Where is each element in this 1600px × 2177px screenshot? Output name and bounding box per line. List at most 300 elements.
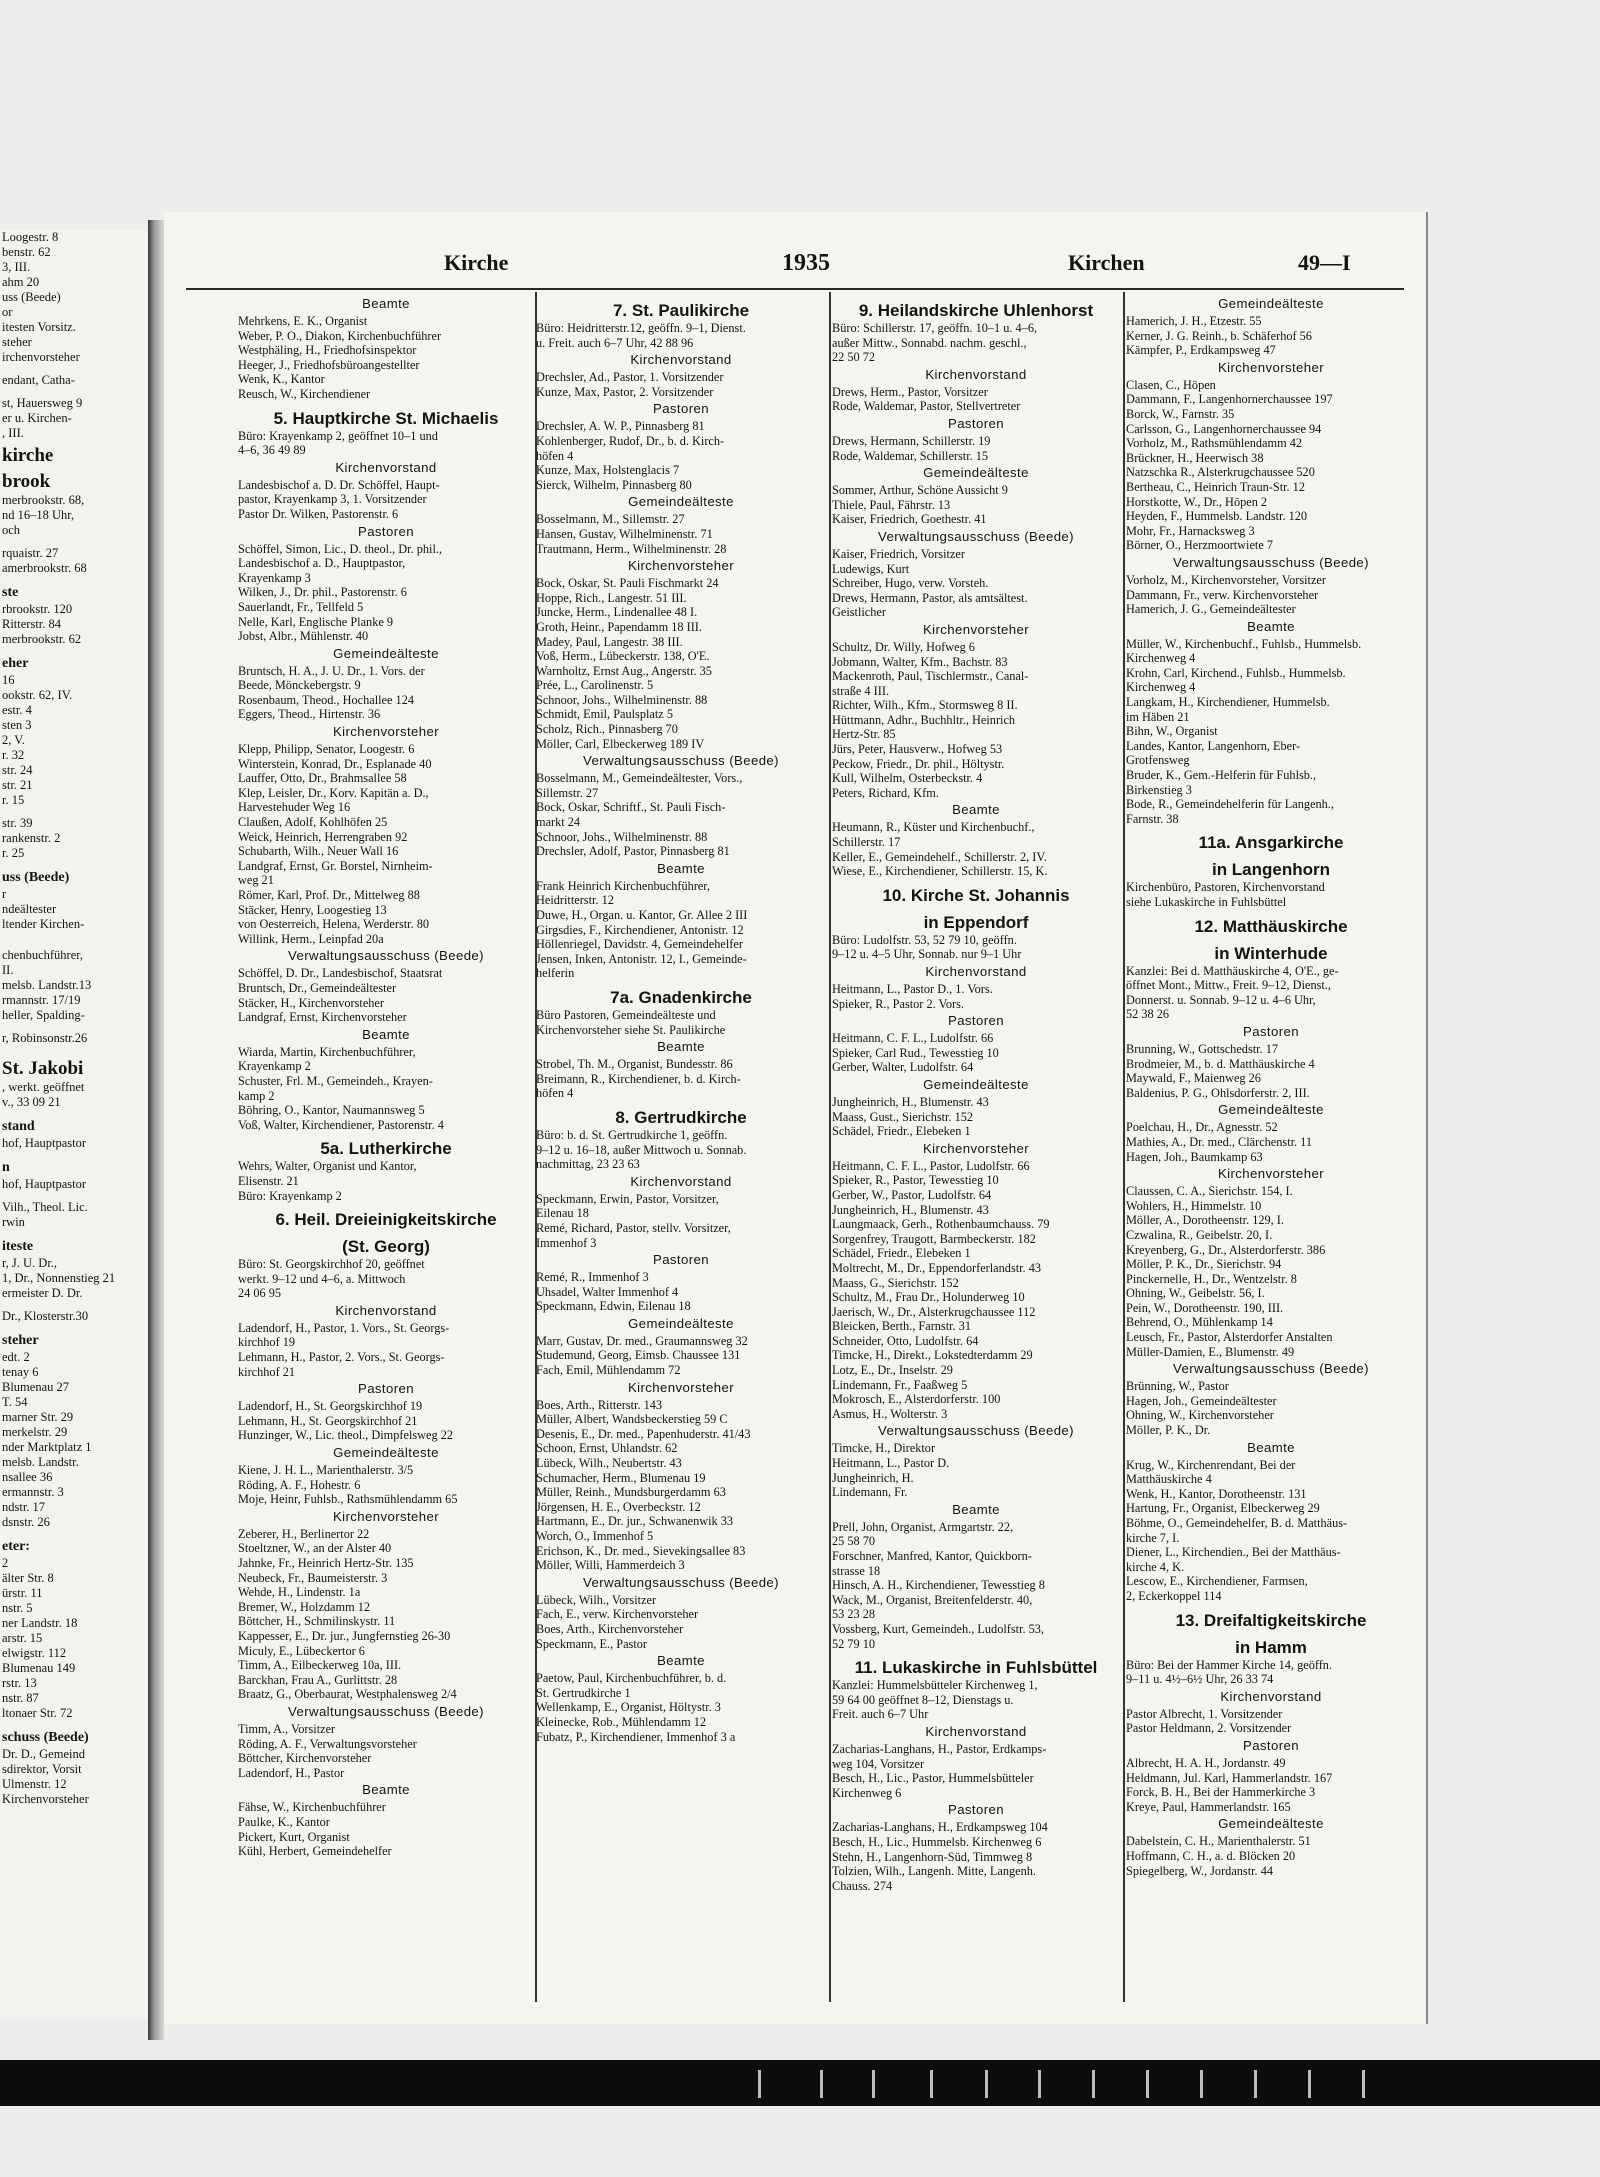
entry-line: kirchhof 21 <box>238 1364 296 1379</box>
entry-line: Schneider, Otto, Ludolfstr. 64 <box>832 1333 979 1348</box>
left-fragment-text <box>0 1721 148 1729</box>
subsection-heading: Pastoren <box>948 1802 1004 1818</box>
subsection-heading: Beamte <box>657 860 705 876</box>
left-fragment-text: endant, Catha- <box>2 373 75 387</box>
entry-line: Langkam, H., Kirchendiener, Hummelsb. <box>1126 695 1330 710</box>
subsection-heading: Beamte <box>952 1501 1000 1517</box>
left-fragment-text: er u. Kirchen- <box>2 411 72 425</box>
film-tick <box>872 2070 875 2098</box>
subsection-heading: Verwaltungsausschuss (Beede) <box>288 948 484 964</box>
entry-line: Speckmann, Edwin, Eilenau 18 <box>536 1299 691 1314</box>
entry-line: Kreye, Paul, Hammerlandstr. 165 <box>1126 1799 1291 1814</box>
left-fragment-text: nstr. 5 <box>2 1601 33 1615</box>
subsection-heading: Pastoren <box>1243 1023 1299 1039</box>
subsection-heading: Gemeindeälteste <box>1218 1102 1324 1118</box>
directory-page <box>164 212 1426 2024</box>
entry-line: Heitmann, L., Pastor D., 1. Vors. <box>832 982 993 996</box>
entry-line: Kämpfer, P., Erdkampsweg 47 <box>1126 343 1276 358</box>
subsection-heading: Gemeindeälteste <box>628 494 734 510</box>
entry-line: Hoppe, Rich., Langestr. 51 III. <box>536 590 687 605</box>
entry-line: Wilken, J., Dr. phil., Pastorenstr. 6 <box>238 585 407 600</box>
entry-line: Lübeck, Wilh., Neubertstr. 43 <box>536 1456 682 1471</box>
entry-line: Lehmann, H., Pastor, 2. Vors., St. Georgs- <box>238 1350 445 1365</box>
section-title: (St. Georg) <box>342 1237 430 1257</box>
entry-line: Schnoor, Johs., Wilhelminenstr. 88 <box>536 692 708 707</box>
entry-line: Winterstein, Konrad, Dr., Esplanade 40 <box>238 756 432 771</box>
entry-line: Fach, E., verw. Kirchenvorsteher <box>536 1607 699 1622</box>
entry-line: Brunning, W., Gottschedstr. 17 <box>1126 1041 1279 1056</box>
entry-line: 2, Eckerkoppel 114 <box>1126 1588 1222 1603</box>
entry-line: Röding, A. F., Verwaltungsvorsteher <box>238 1736 417 1751</box>
entry-line: 22 50 72 <box>832 350 876 365</box>
entry-line: Bremer, W., Holzdamm 12 <box>238 1599 371 1614</box>
entry-line: Bleicken, Berth., Farnstr. 31 <box>832 1319 972 1334</box>
left-fragment-text <box>0 388 148 396</box>
left-fragment-text: Kirchenvorsteher <box>2 1792 89 1806</box>
entry-line: Timcke, H., Direkt., Lokstedterdamm 29 <box>832 1348 1033 1363</box>
section-title: 13. Dreifaltigkeitskirche <box>1175 1610 1367 1630</box>
section-title: 6. Heil. Dreieinigkeitskirche <box>275 1210 497 1230</box>
subsection-heading: Pastoren <box>653 401 709 417</box>
entry-line: Kirchenvorsteher siehe St. Paulikirche <box>536 1022 726 1037</box>
left-fragment-text: amerbrookstr. 68 <box>2 561 87 575</box>
entry-line: Schreiber, Hugo, verw. Vorsteh. <box>832 576 989 591</box>
left-fragment-text: uss (Beede) <box>2 290 61 304</box>
entry-line: 9–11 u. 4½–6½ Uhr, 26 33 74 <box>1126 1672 1274 1687</box>
entry-line: Pickert, Kurt, Organist <box>238 1829 350 1844</box>
header-rule <box>186 288 1404 290</box>
entry-line: Kanzlei: Hummelsbütteler Kirchenweg 1, <box>832 1678 1038 1693</box>
left-fragment-text: ltonaer Str. 72 <box>2 1706 73 1720</box>
left-fragment-text: Ulmenstr. 12 <box>2 1777 67 1791</box>
entry-line: Weber, P. O., Diakon, Kirchenbuchführer <box>238 328 442 343</box>
entry-line: Gerber, Walter, Ludolfstr. 64 <box>832 1060 974 1075</box>
entry-line: Dammann, Fr., verw. Kirchenvorsteher <box>1126 587 1319 602</box>
subsection-heading: Pastoren <box>358 523 414 539</box>
entry-line: St. Gertrudkirche 1 <box>536 1685 631 1700</box>
entry-line: Zeberer, H., Berlinertor 22 <box>238 1526 370 1541</box>
subsection-heading: Verwaltungsausschuss (Beede) <box>583 753 779 769</box>
section-title: 9. Heilandskirche Uhlenhorst <box>858 301 1094 320</box>
entry-line: Timcke, H., Direktor <box>832 1441 936 1456</box>
subsection-heading: Verwaltungsausschuss (Beede) <box>1173 1361 1369 1377</box>
left-fragment-text: irchenvorsteher <box>2 350 80 364</box>
entry-line: Prée, L., Carolinenstr. 5 <box>536 678 654 693</box>
entry-line: Höllenriegel, Davidstr. 4, Gemeindehelfer <box>536 937 743 952</box>
section-title: 12. Matthäuskirche <box>1194 916 1348 936</box>
entry-line: Maywald, F., Maienweg 26 <box>1126 1071 1261 1086</box>
entry-line: Heidritterstr. 12 <box>536 893 614 908</box>
entry-line: Speckmann, E., Pastor <box>536 1636 647 1651</box>
entry-line: Landgraf, Ernst, Gr. Borstel, Nirnheim- <box>238 858 433 873</box>
section-title: 5. Hauptkirche St. Michaelis <box>273 408 499 428</box>
left-fragment-text: ner Landstr. 18 <box>2 1616 78 1630</box>
subsection-heading: Gemeindeälteste <box>628 1315 734 1331</box>
entry-line: Diener, L., Kirchendien., Bei der Matthäus- <box>1126 1545 1341 1560</box>
header-right: Kirchen <box>1068 250 1145 275</box>
entry-line: Fach, Emil, Mühlendamm 72 <box>536 1363 681 1378</box>
subsection-heading: Pastoren <box>948 1013 1004 1029</box>
entry-line: Besch, H., Lic., Pastor, Hummelsbütteler <box>832 1771 1034 1786</box>
entry-line: Kirchenbüro, Pastoren, Kirchenvorstand <box>1126 880 1325 895</box>
entry-line: Albrecht, H. A. H., Jordanstr. 49 <box>1126 1755 1286 1770</box>
entry-line: Fubatz, P., Kirchendiener, Immenhof 3 a <box>536 1729 736 1744</box>
left-fragment-text: Dr., Klosterstr.30 <box>2 1309 89 1323</box>
entry-line: Uhsadel, Walter Immenhof 4 <box>536 1284 679 1299</box>
left-fragment-text <box>0 808 148 816</box>
entry-line: Kirchenweg 4 <box>1126 680 1196 695</box>
entry-line: Schuster, Frl. M., Gemeindeh., Krayen- <box>238 1073 433 1088</box>
entry-line: Forschner, Manfred, Kantor, Quickborn- <box>832 1549 1032 1563</box>
section-title: 11a. Ansgarkirche <box>1198 833 1344 853</box>
entry-line: Marr, Gustav, Dr. med., Graumannsweg 32 <box>536 1333 748 1348</box>
left-fragment-text: nder Marktplatz 1 <box>2 1440 92 1454</box>
entry-line: Landesbischof a. D., Hauptpastor, <box>238 556 406 571</box>
entry-line: Bruntsch, H. A., J. U. Dr., 1. Vors. der <box>238 663 425 678</box>
subsection-heading: Beamte <box>362 1026 410 1042</box>
entry-line: Möller, Carl, Elbeckerweg 189 IV <box>536 736 705 751</box>
entry-line: Krohn, Carl, Kirchend., Fuhlsb., Hummelsb. <box>1126 665 1346 680</box>
entry-line: Speckmann, Erwin, Pastor, Vorsitzer, <box>536 1191 719 1206</box>
entry-line: Czwalina, R., Geibelstr. 20, I. <box>1126 1227 1273 1242</box>
entry-line: Schultz, Dr. Willy, Hofweg 6 <box>832 639 975 654</box>
entry-line: Bock, Oskar, Schriftf., St. Pauli Fisch- <box>536 800 726 815</box>
subsection-heading: Verwaltungsausschuss (Beede) <box>288 1703 484 1719</box>
entry-line: Miculy, E., Lübeckertor 6 <box>238 1643 365 1658</box>
entry-line: Hartung, Fr., Organist, Elbeckerweg 29 <box>1126 1501 1320 1516</box>
entry-line: Schultz, M., Frau Dr., Holunderweg 10 <box>832 1290 1025 1305</box>
entry-line: öffnet Mont., Mittw., Freit. 9–12, Dienst., <box>1126 978 1331 993</box>
running-header <box>164 250 1426 280</box>
left-fragment-text: nd 16–18 Uhr, <box>2 508 75 522</box>
entry-line: Eggers, Theod., Hirtenstr. 36 <box>238 707 381 722</box>
entry-line: Schöffel, D. Dr., Landesbischof, Staatsrat <box>238 966 443 981</box>
subsection-heading: Kirchenvorsteher <box>332 1508 440 1524</box>
entry-line: Kühl, Herbert, Gemeindehelfer <box>238 1844 392 1859</box>
entry-line: Römer, Karl, Prof. Dr., Mittelweg 88 <box>238 888 420 902</box>
entry-line: 52 38 26 <box>1126 1007 1170 1022</box>
entry-line: Heyden, F., Hummelsb. Landstr. 120 <box>1126 509 1308 524</box>
entry-line: Willink, Herm., Leinpfad 20a <box>238 931 384 946</box>
entry-line: kirche 4, K. <box>1126 1559 1185 1574</box>
entry-line: Lindemann, Fr. <box>832 1485 908 1500</box>
left-fragment-text: chenbuchführer, <box>2 948 84 962</box>
film-tick <box>758 2070 761 2098</box>
film-tick <box>1092 2070 1095 2098</box>
left-fragment-text: hof, Hauptpastor <box>2 1136 87 1150</box>
entry-line: Schoon, Ernst, Uhlandstr. 62 <box>536 1441 678 1456</box>
left-fragment-text: marner Str. 29 <box>2 1410 74 1424</box>
left-fragment-text: ltender Kirchen- <box>2 917 85 931</box>
entry-line: Schnoor, Johs., Wilhelminenstr. 88 <box>536 829 708 844</box>
subsection-heading: Kirchenvorsteher <box>1217 359 1325 375</box>
left-fragment-text <box>0 1110 148 1118</box>
entry-line: Böhring, O., Kantor, Naumannsweg 5 <box>238 1103 425 1118</box>
left-fragment-text <box>0 940 148 948</box>
left-fragment-text <box>0 1324 148 1332</box>
left-fragment-text <box>0 538 148 546</box>
entry-line: Girgsdies, F., Kirchendiener, Antonistr. 12 <box>536 922 744 937</box>
entry-line: Kanzlei: Bei d. Matthäuskirche 4, O'E., ge- <box>1126 963 1339 978</box>
entry-line: Breimann, R., Kirchendiener, b. d. Kirch- <box>536 1071 741 1086</box>
subsection-heading: Kirchenvorsteher <box>1217 1166 1325 1182</box>
left-fragment-text <box>0 1192 148 1200</box>
entry-line: Rosenbaum, Theod., Hochallee 124 <box>238 692 414 707</box>
left-fragment-text: melsb. Landstr. <box>2 1455 79 1469</box>
subsection-heading: Kirchenvorstand <box>630 1173 732 1189</box>
page-number: 49—I <box>1298 250 1351 275</box>
entry-line: Eilenau 18 <box>536 1206 589 1221</box>
left-fragment-text: 2 <box>2 1556 9 1570</box>
entry-line: Frank Heinrich Kirchenbuchführer, <box>536 878 710 893</box>
entry-line: Büro: Heidritterstr.12, geöffn. 9–1, Dienst. <box>536 321 746 335</box>
subsection-heading: Verwaltungsausschuss (Beede) <box>878 528 1074 544</box>
entry-line: Stäcker, Henry, Loogestieg 13 <box>238 902 387 917</box>
entry-line: Kappesser, E., Dr. jur., Jungfernstieg 26-30 <box>238 1628 451 1643</box>
entry-line: Röding, A. F., Hohestr. 6 <box>238 1477 361 1492</box>
entry-line: Behrend, O., Mühlenkamp 14 <box>1126 1315 1273 1330</box>
entry-line: Voß, Herm., Lübeckerstr. 138, O'E. <box>536 649 710 664</box>
subsection-heading: Verwaltungsausschuss (Beede) <box>1173 554 1369 570</box>
entry-line: Remé, R., Immenhof 3 <box>536 1270 649 1285</box>
entry-line: Drechsler, A. W. P., Pinnasberg 81 <box>536 419 705 434</box>
left-fragment-text: 1, Dr., Nonnenstieg 21 <box>2 1271 116 1285</box>
entry-line: Westphäling, H., Friedhofsinspektor <box>238 343 417 358</box>
left-fragment-text: n <box>2 1160 10 1175</box>
entry-line: pastor, Krayenkamp 3, 1. Vorsitzender <box>238 492 427 507</box>
left-fragment-text <box>0 1151 148 1159</box>
entry-line: Vorholz, M., Kirchenvorsteher, Vorsitzer <box>1126 572 1326 587</box>
entry-line: Büro: St. Georgskirchhof 20, geöffnet <box>238 1257 425 1272</box>
entry-line: 9–12 u. 4–5 Uhr, Sonnab. nur 9–1 Uhr <box>832 947 1022 962</box>
left-fragment-text: sten 3 <box>2 718 32 732</box>
entry-line: Rode, Waldemar, Schillerstr. 15 <box>832 448 989 463</box>
entry-line: Richter, Wilh., Kfm., Stormsweg 8 II. <box>832 698 1018 713</box>
entry-line: Müller, Reinh., Mundsburgerdamm 63 <box>536 1485 726 1500</box>
entry-line: Bruder, K., Gem.-Helferin für Fuhlsb., <box>1126 768 1317 783</box>
entry-line: Kull, Wilhelm, Osterbeckstr. 4 <box>832 771 983 786</box>
entry-line: Kohlenberger, Rudof, Dr., b. d. Kirch- <box>536 433 725 448</box>
left-fragment-text: r <box>2 887 7 901</box>
entry-line: Peckow, Friedr., Dr. phil., Höltystr. <box>832 756 1005 771</box>
left-fragment-text: ste <box>2 585 19 600</box>
entry-line: Zacharias-Langhans, H., Pastor, Erdkamps- <box>832 1741 1047 1756</box>
entry-line: Büro: Bei der Hammer Kirche 14, geöffn. <box>1126 1657 1333 1672</box>
left-fragment-text: steher <box>2 1333 39 1348</box>
subsection-heading: Kirchenvorstand <box>925 366 1027 382</box>
left-fragment-text: Dr. D., Gemeind <box>2 1747 85 1761</box>
subsection-heading: Beamte <box>362 1782 410 1798</box>
column-rule <box>829 292 831 2002</box>
entry-line: Juncke, Herm., Lindenallee 48 I. <box>536 605 698 620</box>
left-fragment-text: r, Robinsonstr.26 <box>2 1031 88 1045</box>
entry-line: Neubeck, Fr., Baumeisterstr. 3 <box>238 1570 388 1585</box>
left-fragment-text: hof, Hauptpastor <box>2 1177 87 1191</box>
entry-line: Pastor Heldmann, 2. Vorsitzender <box>1126 1721 1292 1736</box>
entry-line: Maass, Gust., Sierichstr. 152 <box>832 1109 974 1124</box>
entry-line: Kirchenweg 6 <box>832 1785 902 1800</box>
entry-line: höfen 4 <box>536 448 574 463</box>
left-fragment-text: iteste <box>2 1239 34 1254</box>
left-fragment-text <box>0 647 148 655</box>
entry-line: Landes, Kantor, Langenhorn, Eber- <box>1126 738 1301 753</box>
entry-line: Poelchau, H., Dr., Agnesstr. 52 <box>1126 1120 1278 1135</box>
subsection-heading: Kirchenvorsteher <box>922 621 1030 637</box>
section-title: 10. Kirche St. Johannis <box>882 885 1070 905</box>
entry-line: Wehrs, Walter, Organist und Kantor, <box>238 1159 417 1174</box>
film-tick <box>1254 2070 1257 2098</box>
left-fragment-text: rmannstr. 17/19 <box>2 993 81 1007</box>
section-title: in Hamm <box>1235 1637 1307 1657</box>
entry-line: außer Mittw., Sonnabd. nachm. geschl., <box>832 335 1027 350</box>
entry-line: 9–12 u. 16–18, außer Mittwoch u. Sonnab. <box>536 1142 747 1157</box>
entry-line: Stäcker, H., Kirchenvorsteher <box>238 995 384 1010</box>
entry-line: Brodmeier, M., b. d. Matthäuskirche 4 <box>1126 1056 1315 1071</box>
entry-line: Boes, Arth., Kirchenvorsteher <box>536 1621 684 1636</box>
entry-line: Laungmaack, Gerh., Rothenbaumchauss. 79 <box>832 1217 1050 1232</box>
entry-line: Mathies, A., Dr. med., Clärchenstr. 11 <box>1126 1134 1313 1149</box>
entry-line: Sillemstr. 27 <box>536 785 599 800</box>
column-4 <box>1126 294 1416 1994</box>
entry-line: Voß, Walter, Kirchendiener, Pastorenstr. 4 <box>238 1117 444 1132</box>
entry-line: 52 79 10 <box>832 1636 876 1651</box>
left-fragment-text: älter Str. 8 <box>2 1571 54 1585</box>
entry-line: Kirchenweg 4 <box>1126 651 1196 666</box>
section-title: 7a. Gnadenkirche <box>610 987 752 1007</box>
entry-line: 59 64 00 geöffnet 8–12, Dienstags u. <box>832 1692 1014 1707</box>
subsection-heading: Kirchenvorsteher <box>627 558 735 574</box>
entry-line: Bruntsch, Dr., Gemeindeältester <box>238 980 397 995</box>
subsection-heading: Verwaltungsausschuss (Beede) <box>878 1423 1074 1439</box>
entry-line: Wehde, H., Lindenstr. 1a <box>238 1585 361 1600</box>
film-tick <box>1146 2070 1149 2098</box>
entry-line: Jürs, Peter, Hausverw., Hofweg 53 <box>832 742 1003 757</box>
entry-line: Natzschka R., Alsterkrugchaussee 520 <box>1126 465 1315 480</box>
entry-line: Timm, A., Vorsitzer <box>238 1721 336 1736</box>
subsection-heading: Beamte <box>1247 1439 1295 1455</box>
entry-line: Jörgensen, H. E., Overbeckstr. 12 <box>536 1499 701 1514</box>
left-fragment-text: steher <box>2 335 32 349</box>
entry-line: Erichson, K., Dr. med., Sievekingsallee 83 <box>536 1543 746 1558</box>
header-left: Kirche <box>444 250 509 275</box>
entry-line: Heeger, J., Friedhofsbüroangestellter <box>238 357 420 372</box>
entry-line: Elisenstr. 21 <box>238 1173 299 1188</box>
subsection-heading: Kirchenvorsteher <box>332 724 440 740</box>
entry-line: Beede, Mönckebergstr. 9 <box>238 678 361 693</box>
entry-line: Pein, W., Dorotheenstr. 190, III. <box>1126 1300 1284 1315</box>
entry-line: höfen 4 <box>536 1086 574 1101</box>
left-fragment-text: merbrookstr. 68, <box>2 493 85 507</box>
entry-line: kirchhof 19 <box>238 1335 296 1350</box>
subsection-heading: Kirchenvorstand <box>335 1302 437 1318</box>
entry-line: Barckhan, Frau A., Gurlittstr. 28 <box>238 1672 398 1687</box>
entry-line: Fähse, W., Kirchenbuchführer <box>238 1800 386 1815</box>
subsection-heading: Gemeindeälteste <box>1218 296 1324 311</box>
entry-line: Heitmann, L., Pastor D. <box>832 1456 950 1471</box>
entry-line: Brückner, H., Heerwisch 38 <box>1126 450 1264 465</box>
entry-line: Freit. auch 6–7 Uhr <box>832 1707 929 1722</box>
entry-line: Krug, W., Kirchenrendant, Bei der <box>1126 1457 1296 1472</box>
entry-line: Dammann, F., Langenhornerchaussee 197 <box>1126 392 1333 407</box>
left-fragment-text: eter: <box>2 1539 30 1554</box>
left-fragment-text: eher <box>2 656 29 671</box>
entry-line: Büro: Ludolfstr. 53, 52 79 10, geöffn. <box>832 932 1017 947</box>
section-title: in Eppendorf <box>923 912 1029 932</box>
left-fragment-text: nstr. 87 <box>2 1691 39 1705</box>
entry-line: Büro Pastoren, Gemeindeälteste und <box>536 1007 716 1022</box>
entry-line: Maass, G., Sierichstr. 152 <box>832 1275 959 1290</box>
entry-line: Vossberg, Kurt, Gemeindeh., Ludolfstr. 53, <box>832 1621 1044 1636</box>
entry-line: Büro: Krayenkamp 2 <box>238 1188 342 1203</box>
left-fragment-text <box>0 1301 148 1309</box>
entry-line: 25 58 70 <box>832 1534 876 1549</box>
entry-line: Heitmann, C. F. L., Ludolfstr. 66 <box>832 1031 994 1046</box>
left-fragment-text: edt. 2 <box>2 1350 30 1364</box>
entry-line: werkt. 9–12 und 4–6, a. Mittwoch <box>238 1271 406 1286</box>
subsection-heading: Pastoren <box>1243 1737 1299 1753</box>
left-fragment-text <box>0 576 148 584</box>
entry-line: Kerner, J. G. Reinh., b. Schäferhof 56 <box>1126 328 1312 343</box>
subsection-heading: Beamte <box>657 1039 705 1055</box>
entry-line: Boes, Arth., Ritterstr. 143 <box>536 1397 663 1412</box>
left-fragment-text: ermeister D. Dr. <box>2 1286 83 1300</box>
left-fragment-text <box>0 365 148 373</box>
subsection-heading: Pastoren <box>948 415 1004 431</box>
scanner-bottom-bar <box>0 2060 1600 2106</box>
left-fragment-text: och <box>2 523 21 537</box>
section-title: in Winterhude <box>1214 943 1328 963</box>
entry-line: Sommer, Arthur, Schöne Aussicht 9 <box>832 483 1008 498</box>
left-fragment-text: 16 <box>2 673 15 687</box>
left-fragment-text: dsnstr. 26 <box>2 1515 50 1529</box>
entry-line: Ladendorf, H., Pastor, 1. Vors., St. Georgs- <box>238 1320 450 1335</box>
left-fragment-text: rquaistr. 27 <box>2 546 59 560</box>
entry-line: Grotfensweg <box>1126 753 1190 768</box>
entry-line: Schillerstr. 17 <box>832 835 901 850</box>
entry-line: Büro: b. d. St. Gertrudkirche 1, geöffn. <box>536 1127 728 1142</box>
entry-line: kirche 7, I. <box>1126 1530 1180 1545</box>
subsection-heading: Verwaltungsausschuss (Beede) <box>583 1574 779 1590</box>
subsection-heading: Kirchenvorstand <box>1220 1688 1322 1704</box>
entry-line: Chauss. 274 <box>832 1878 893 1893</box>
entry-line: Stoeltzner, W., an der Alster 40 <box>238 1541 392 1556</box>
entry-line: Hartmann, E., Dr. jur., Schwanenwik 33 <box>536 1514 734 1529</box>
left-fragment-text: schuss (Beede) <box>2 1730 89 1745</box>
entry-line: Brünning, W., Pastor <box>1126 1379 1229 1394</box>
entry-line: Immenhof 3 <box>536 1235 597 1250</box>
entry-line: Lauffer, Otto, Dr., Brahmsallee 58 <box>238 771 407 786</box>
column-1 <box>238 294 534 1994</box>
entry-line: Hagen, Joh., Gemeindeältester <box>1126 1393 1277 1408</box>
entry-line: Birkenstieg 3 <box>1126 782 1192 797</box>
entry-line: Stehn, H., Langenhorn-Süd, Timmweg 8 <box>832 1849 1033 1864</box>
subsection-heading: Beamte <box>952 802 1000 818</box>
left-fragment-text: T. 54 <box>2 1395 28 1409</box>
entry-line: Jensen, Inken, Antonistr. 12, I., Gemeinde- <box>536 951 747 966</box>
subsection-heading: Kirchenvorstand <box>925 1723 1027 1739</box>
entry-line: Drews, Herm., Pastor, Vorsitzer <box>832 384 988 399</box>
entry-line: Jaerisch, W., Dr., Alsterkrugchaussee 112 <box>832 1304 1036 1319</box>
entry-line: Ladendorf, H., St. Georgskirchhof 19 <box>238 1399 423 1414</box>
entry-line: Forck, B. H., Bei der Hammerkirche 3 <box>1126 1785 1316 1800</box>
left-fragment-text: str. 21 <box>2 778 33 792</box>
entry-line: Landgraf, Ernst, Kirchenvorsteher <box>238 1010 407 1025</box>
left-fragment-text: r. 15 <box>2 793 25 807</box>
left-page-fragment <box>0 230 150 2020</box>
subsection-heading: Kirchenvorsteher <box>922 1140 1030 1156</box>
entry-line: Kaiser, Friedrich, Vorsitzer <box>832 546 965 561</box>
entry-line: Büro: Schillerstr. 17, geöffn. 10–1 u. 4–6, <box>832 321 1038 335</box>
